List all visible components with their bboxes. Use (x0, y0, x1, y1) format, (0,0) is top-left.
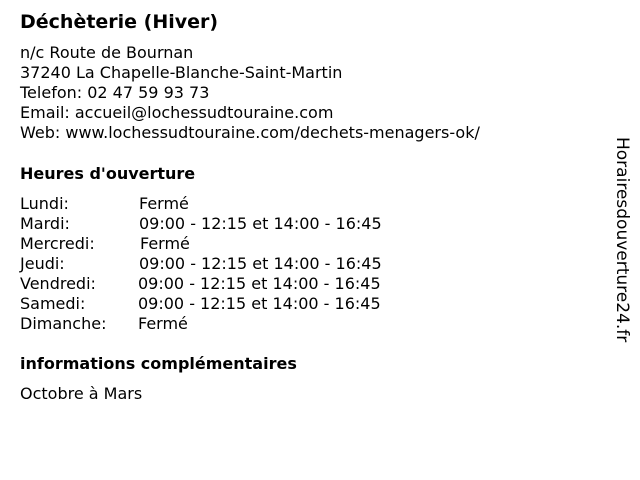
day-hours: 09:00 - 12:15 et 14:00 - 16:45 (138, 294, 381, 313)
info-heading: informations complémentaires (20, 354, 297, 373)
side-watermark (611, 137, 633, 373)
day-label: Mercredi: (20, 234, 95, 253)
day-label: Lundi: (20, 194, 69, 213)
day-label: Samedi: (20, 294, 86, 313)
day-label: Dimanche: (20, 314, 107, 333)
address-street: n/c Route de Bournan (20, 43, 194, 62)
hours-row-mardi (20, 214, 440, 234)
hours-row-jeudi (20, 254, 440, 274)
watermark-text: Horairesdouverture24.fr (612, 137, 632, 343)
day-label: Mardi: (20, 214, 70, 233)
hours-heading: Heures d'ouverture (20, 164, 196, 183)
hours-row-samedi (20, 294, 440, 314)
day-hours: Fermé (138, 314, 188, 333)
day-label: Vendredi: (20, 274, 96, 293)
hours-row-dimanche (20, 314, 440, 334)
hours-row-vendredi (20, 274, 440, 294)
address-block (20, 43, 480, 143)
info-text: Octobre à Mars (20, 384, 143, 403)
hours-table (20, 194, 440, 334)
day-hours: 09:00 - 12:15 et 14:00 - 16:45 (139, 254, 382, 273)
address-city: 37240 La Chapelle-Blanche-Saint-Martin (20, 63, 343, 82)
day-hours: Fermé (139, 194, 189, 213)
day-hours: 09:00 - 12:15 et 14:00 - 16:45 (138, 274, 381, 293)
day-hours: 09:00 - 12:15 et 14:00 - 16:45 (139, 214, 382, 233)
hours-row-lundi (20, 194, 440, 214)
hours-row-mercredi (20, 234, 440, 254)
phone-line: Telefon: 02 47 59 93 73 (20, 83, 210, 102)
web-line: Web: www.lochessudtouraine.com/dechets-menagers-ok/ (20, 123, 480, 142)
email-line: Email: accueil@lochessudtouraine.com (20, 103, 334, 122)
day-hours: Fermé (140, 234, 190, 253)
day-label: Jeudi: (20, 254, 65, 273)
page-title: Déchèterie (Hiver) (20, 11, 219, 33)
